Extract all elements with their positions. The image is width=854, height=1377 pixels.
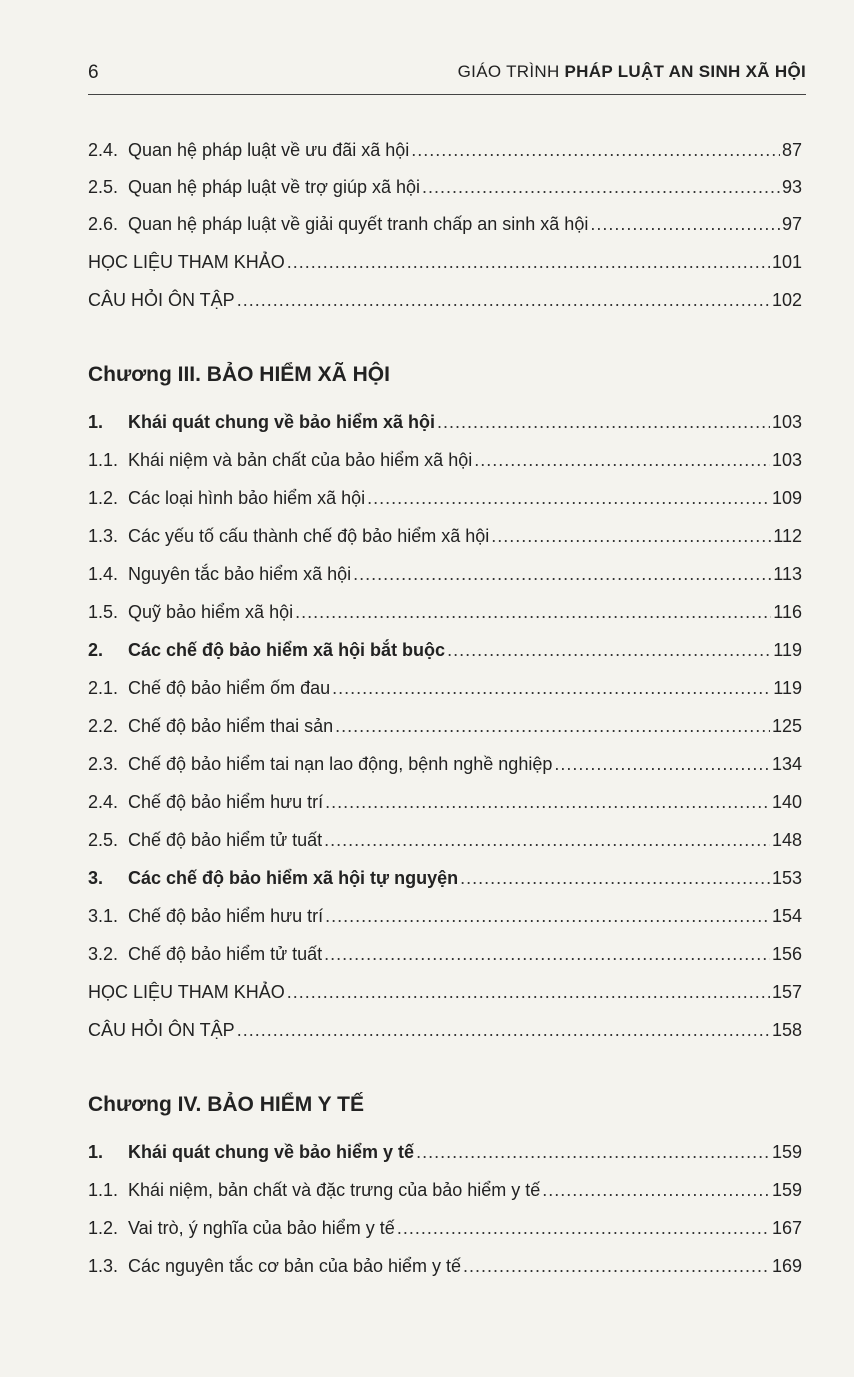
toc-entry-title: Khái niệm và bản chất của bảo hiểm xã hội [128,450,473,470]
toc-entry-title: Quan hệ pháp luật về giải quyết tranh chấp an sinh xã hội [128,214,589,234]
toc-entry-page: 158 [771,1020,802,1040]
toc-entry-page: 103 [771,450,802,470]
running-title-main: PHÁP LUẬT AN SINH XÃ HỘI [564,62,806,81]
toc-entry-page: 140 [771,792,802,812]
toc-entry [88,447,802,473]
toc-entry-title: Các loại hình bảo hiểm xã hội [128,488,366,508]
toc-entry-number: 2.4. [88,140,119,160]
toc-entry-page: 102 [771,290,802,310]
dot-leader [447,637,771,663]
toc-entry-page: 156 [771,944,802,964]
page-number: 6 [88,62,99,83]
toc-entry [88,637,802,663]
toc-entry-page: 167 [771,1218,802,1238]
toc-entry [88,599,802,625]
toc-entry-number: 1.4. [88,564,119,584]
toc-entry [88,1215,802,1241]
toc-entry-number: 3.1. [88,906,119,926]
toc-entry-page: 169 [771,1256,802,1276]
dot-leader [237,287,770,313]
toc-entry [88,287,802,313]
toc-entry-page: 154 [771,906,802,926]
toc-entry-number: 3. [88,868,104,888]
toc-entry-page: 97 [781,214,802,234]
dot-leader [590,211,780,237]
dot-leader [325,789,770,815]
chapter-heading: Chương III. BẢO HIỂM XÃ HỘI [88,363,390,386]
toc-entry [88,1139,802,1165]
dot-leader [491,523,771,549]
toc-entry-title: Chế độ bảo hiểm ốm đau [128,678,331,698]
toc-entry-page: 113 [773,564,802,584]
toc-entry-title: Khái quát chung về bảo hiểm xã hội [128,412,436,432]
dot-leader [422,174,780,200]
toc-entry-title: Khái niệm, bản chất và đặc trưng của bảo hiểm y tế [128,1180,541,1200]
toc-entry-number: 2.6. [88,214,119,234]
toc-entry-number: 2.5. [88,177,119,197]
toc-entry [88,1177,802,1203]
toc-entry [88,979,802,1005]
toc-entry-page: 119 [773,678,802,698]
dot-leader [335,713,770,739]
toc-entry-title: Quan hệ pháp luật về trợ giúp xã hội [128,177,420,197]
toc-entry-number: 2.4. [88,792,119,812]
toc-entry-number: 3.2. [88,944,119,964]
toc-entry-number: 1.3. [88,526,119,546]
dot-leader [287,249,770,275]
dot-leader [237,1017,770,1043]
toc-entry [88,675,802,701]
toc-entry [88,1253,802,1279]
toc-entry-page: 125 [771,716,802,736]
toc-entry-title: Chế độ bảo hiểm thai sản [128,716,334,736]
toc-entry-title: HỌC LIỆU THAM KHẢO [88,982,285,1002]
toc-entry [88,561,802,587]
dot-leader [474,447,770,473]
toc-entry-title: HỌC LIỆU THAM KHẢO [88,252,285,272]
toc-entry-page: 157 [771,982,802,1002]
toc-entry-title: Chế độ bảo hiểm tai nạn lao động, bệnh nghề nghiệp [128,754,553,774]
dot-leader [353,561,771,587]
toc-entry-number: 2.2. [88,716,119,736]
toc-entry-title: CÂU HỎI ÔN TẬP [88,290,235,310]
toc-entry-number: 1. [88,1142,104,1162]
toc-entry-title: Quỹ bảo hiểm xã hội [128,602,294,622]
toc-entry-page: 87 [781,140,802,160]
toc-entry [88,827,802,853]
toc-entry-page: 153 [771,868,802,888]
toc-entry [88,249,802,275]
toc-entry-page: 103 [771,412,802,432]
toc-entry-page: 101 [771,252,802,272]
running-title-prefix: GIÁO TRÌNH [457,62,565,81]
toc-entry-title: Các nguyên tắc cơ bản của bảo hiểm y tế [128,1256,461,1276]
toc-entry-title: Chế độ bảo hiểm hưu trí [128,792,324,812]
toc-entry [88,485,802,511]
toc-entry [88,751,802,777]
toc-entry [88,941,802,967]
dot-leader [324,941,770,967]
dot-leader [295,599,771,625]
dot-leader [554,751,770,777]
dot-leader [324,827,770,853]
dot-leader [437,409,770,435]
chapter-heading: Chương IV. BẢO HIỂM Y TẾ [88,1093,364,1116]
dot-leader [287,979,770,1005]
toc-entry-page: 159 [771,1142,802,1162]
toc-entry [88,713,802,739]
toc-entry [88,903,802,929]
toc-entry-page: 148 [771,830,802,850]
toc-entry-title: Các chế độ bảo hiểm xã hội bắt buộc [128,640,446,660]
toc-entry [88,523,802,549]
toc-entry-number: 1.3. [88,1256,119,1276]
toc-entry [88,137,802,163]
toc-entry-title: CÂU HỎI ÔN TẬP [88,1020,235,1040]
toc-entry-title: Chế độ bảo hiểm tử tuất [128,830,323,850]
toc-entry-title: Quan hệ pháp luật về ưu đãi xã hội [128,140,410,160]
dot-leader [411,137,780,163]
toc-entry [88,865,802,891]
toc-entry-title: Chế độ bảo hiểm tử tuất [128,944,323,964]
dot-leader [367,485,770,511]
toc-entry-number: 2.1. [88,678,119,698]
toc-entry [88,409,802,435]
toc-entry-number: 1.1. [88,1180,119,1200]
toc-entry-number: 2.5. [88,830,119,850]
toc-entry-title: Vai trò, ý nghĩa của bảo hiểm y tế [128,1218,395,1238]
running-title [458,62,806,82]
toc-entry-title: Các yếu tố cấu thành chế độ bảo hiểm xã hội [128,526,490,546]
toc-entry-title: Nguyên tắc bảo hiểm xã hội [128,564,352,584]
toc-entry-page: 159 [771,1180,802,1200]
dot-leader [460,865,770,891]
toc-entry-page: 116 [773,602,802,622]
toc-entry-page: 93 [781,177,802,197]
toc-entry-page: 134 [771,754,802,774]
toc-entry [88,211,802,237]
toc-entry-page: 119 [773,640,802,660]
toc-entry-page: 109 [771,488,802,508]
toc-entry [88,789,802,815]
dot-leader [542,1177,770,1203]
running-header [88,62,806,95]
toc-entry-number: 1.2. [88,488,119,508]
toc-entry-page: 112 [773,526,802,546]
dot-leader [397,1215,770,1241]
dot-leader [325,903,770,929]
toc-entry-number: 2. [88,640,104,660]
toc-entry-number: 1.1. [88,450,119,470]
dot-leader [332,675,771,701]
toc-entry-title: Chế độ bảo hiểm hưu trí [128,906,324,926]
dot-leader [463,1253,770,1279]
toc-entry-number: 2.3. [88,754,119,774]
toc-entry-number: 1.5. [88,602,119,622]
dot-leader [416,1139,770,1165]
toc-entry-number: 1.2. [88,1218,119,1238]
toc-entry-title: Khái quát chung về bảo hiểm y tế [128,1142,415,1162]
toc-entry [88,174,802,200]
toc-entry [88,1017,802,1043]
toc-entry-title: Các chế độ bảo hiểm xã hội tự nguyện [128,868,459,888]
toc-entry-number: 1. [88,412,104,432]
